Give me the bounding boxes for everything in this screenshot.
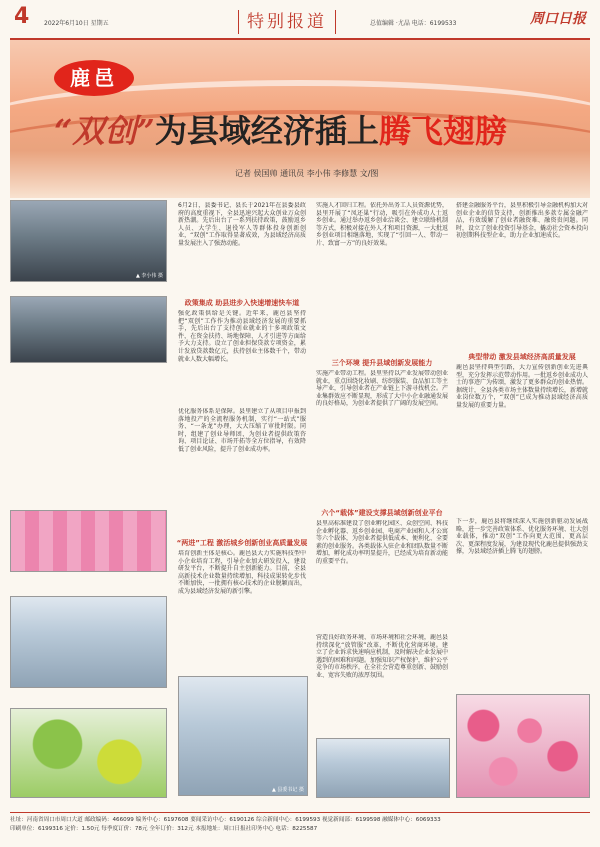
- editor-credits: 总值编辑 ·尤晶 电话：6199533: [370, 20, 457, 27]
- news-photo: [316, 738, 450, 798]
- article-paragraph: 营造良好政务环境、市场环境和社会环境，鹿邑县持续深化“放管服”改革，不断优化营商环境。建立了企业诉求快速响应机制，及时解决企业发展中遇到的困难和问题。加强知识产权保护，维护公平竞争的市场秩序，在全社会营造尊重创新、鼓励创业、宽容失败的浓厚氛围。: [316, 634, 448, 679]
- news-photo: [10, 200, 167, 282]
- article-paragraph: 县里高标准建设了创业孵化园区、众创空间、科技企业孵化器、返乡创业园、电商产业园和人才公寓等六个载体，为创业者提供低成本、便利化、全要素的创业服务。各类载体入驻企业和团队数量不断增加，孵化成功率明显提升，已经成为培育新动能的重要平台。: [316, 520, 448, 565]
- section-title: 特别报道: [238, 10, 336, 34]
- article-paragraph: 实施人才回归工程。依托外出务工人员资源优势，县里开展了“凤还巢”行动，吸引在外成功人士返乡创业。通过举办返乡创业洽谈会、建立联络机制等方式，积极对接在外人才和项目资源，一大批返乡创业项目相继落地，实现了“引回一人、带动一片、致富一方”的良好效果。: [316, 202, 448, 247]
- hero-banner: [10, 40, 590, 198]
- page-number: 4: [14, 4, 30, 29]
- article-paragraph: 实施产业带动工程。县里坚持以产业发展带动创业就业，重点围绕化妆刷、纺织服装、食品加工等主导产业，引导创业者在产业链上下游寻找机会。产业集群效应不断显现，形成了大中小企业融通发展的良好格局，为创业者提供了广阔的发展空间。: [316, 370, 448, 408]
- article-paragraph: 鹿邑县坚持典型引路，大力宣传创新创业先进典型，充分发挥示范带动作用。一批返乡创业成功人士的事迹广为传颂，激发了更多群众的创业热情。据统计，全县各类市场主体数量持续增长，新增就业岗位数万个，“双创”已成为推动县域经济高质量发展的重要力量。: [456, 364, 588, 409]
- news-photo: [10, 296, 167, 363]
- article-paragraph: 下一步，鹿邑县将继续深入实施创新驱动发展战略，进一步完善政策体系、优化服务环境、壮大创业载体，推动“双创”工作向更大范围、更高层次、更深程度发展，为建设现代化鹿邑提供强劲支撑，为县域经济插上腾飞的翅膀。: [456, 518, 588, 556]
- news-photo: [178, 676, 308, 796]
- issue-date: 2022年6月10日 星期五: [44, 20, 109, 27]
- headline-part: “双创”: [54, 112, 155, 150]
- article-paragraph: 培育创新主体是核心。鹿邑县大力实施科技型中小企业培育工程，引导企业加大研发投入，建设研发平台，不断提升自主创新能力。目前，全县高新技术企业数量持续增加，科技成果转化步伐不断加快，一批拥有核心技术的企业脱颖而出，成为县域经济发展的新引擎。: [178, 550, 306, 595]
- column-left: [10, 198, 175, 798]
- news-photo: [10, 596, 167, 688]
- byline: 记者 侯国帅 通讯员 李小伟 李修慧 文/图: [235, 169, 379, 178]
- article-paragraph: 强化政策供给是关键。近年来，鹿邑县坚持把“双创”工作作为推动县域经济发展的重要抓手，先后出台了支持创业就业的十多项政策文件，在资金扶持、场地保障、人才引进等方面给予大力支持。设立了创业担保贷款专项资金，累计发放贷款数亿元，扶持创业主体数千个，带动就业人数大幅增长。: [178, 310, 306, 363]
- section-subhead: “两进”工程 激活城乡创新创业高质量发展: [176, 539, 308, 547]
- footer: [10, 816, 590, 834]
- footer-line: 印刷单位：6199316 定价：1.50元 每季度订价：78元 全年订价：312元 本报地址：周口日报社印务中心 电话：8225587: [10, 826, 318, 832]
- article-paragraph: 优化服务体系是保障。县里建立了从项目申报到落地投产的全流程服务机制，实行“一站式”服务、“一条龙”办理，大大压缩了审批时限。同时，组建了创业导师团，为创业者提供政策咨询、项目论证、市场开拓等全方位指导，有效降低了创业风险，提升了创业成功率。: [178, 408, 306, 453]
- news-photo: [456, 694, 590, 798]
- photo-caption: ▲ 县委书记 摄: [271, 787, 304, 793]
- section-subhead: 三个环境 提升县域创新发展能力: [331, 359, 433, 367]
- masthead: [0, 0, 600, 40]
- article-intro: 6月2日，县委书记、县长于2021年在县委县政府的高度重视下，全县迅速兴起大众创业万众创新热潮。先后出台了一系列扶持政策，鼓励返乡人员、大学生、退役军人等群体投身创新创业，“双创”工作取得显著成效，为县域经济高质量发展注入了强劲动能。: [178, 202, 306, 247]
- column-right: [454, 198, 590, 798]
- section-subhead: 典型带动 激发县域经济高质量发展: [468, 353, 576, 361]
- footer-line: 社址：河南省周口市周口大道 邮政编码：466099 编务中心：6197608 要闻采访中心：6190126 综合新闻中心：6199593 视觉新闻部：6199598 融媒体中心：6069333: [10, 817, 441, 823]
- section-subhead: 政策集成 助县进步入快速增速快车道: [184, 299, 300, 307]
- headline-part: 腾飞翅膀: [378, 112, 507, 150]
- location-tag: 鹿邑: [54, 60, 134, 96]
- article-paragraph: 搭建金融服务平台，县里积极引导金融机构加大对创业企业的信贷支持，创新推出多款专属金融产品，有效缓解了创业者融资难、融资贵问题。同时，设立了创业投资引导基金，撬动社会资本投向初创期科技型企业，助力企业加速成长。: [456, 202, 588, 240]
- news-photo: [10, 510, 167, 572]
- footer-divider: [10, 812, 590, 813]
- headline-part: 为县域经济插上: [154, 112, 379, 150]
- news-photo: [10, 708, 167, 798]
- column-two: [172, 198, 312, 798]
- section-subhead: 六个“载体”建设支撑县域创新创业平台: [321, 509, 443, 517]
- photo-caption: ▲ 李小伟 摄: [135, 273, 163, 279]
- paper-name: 周口日报: [530, 11, 586, 27]
- column-three: [312, 198, 452, 798]
- headline: [54, 106, 507, 152]
